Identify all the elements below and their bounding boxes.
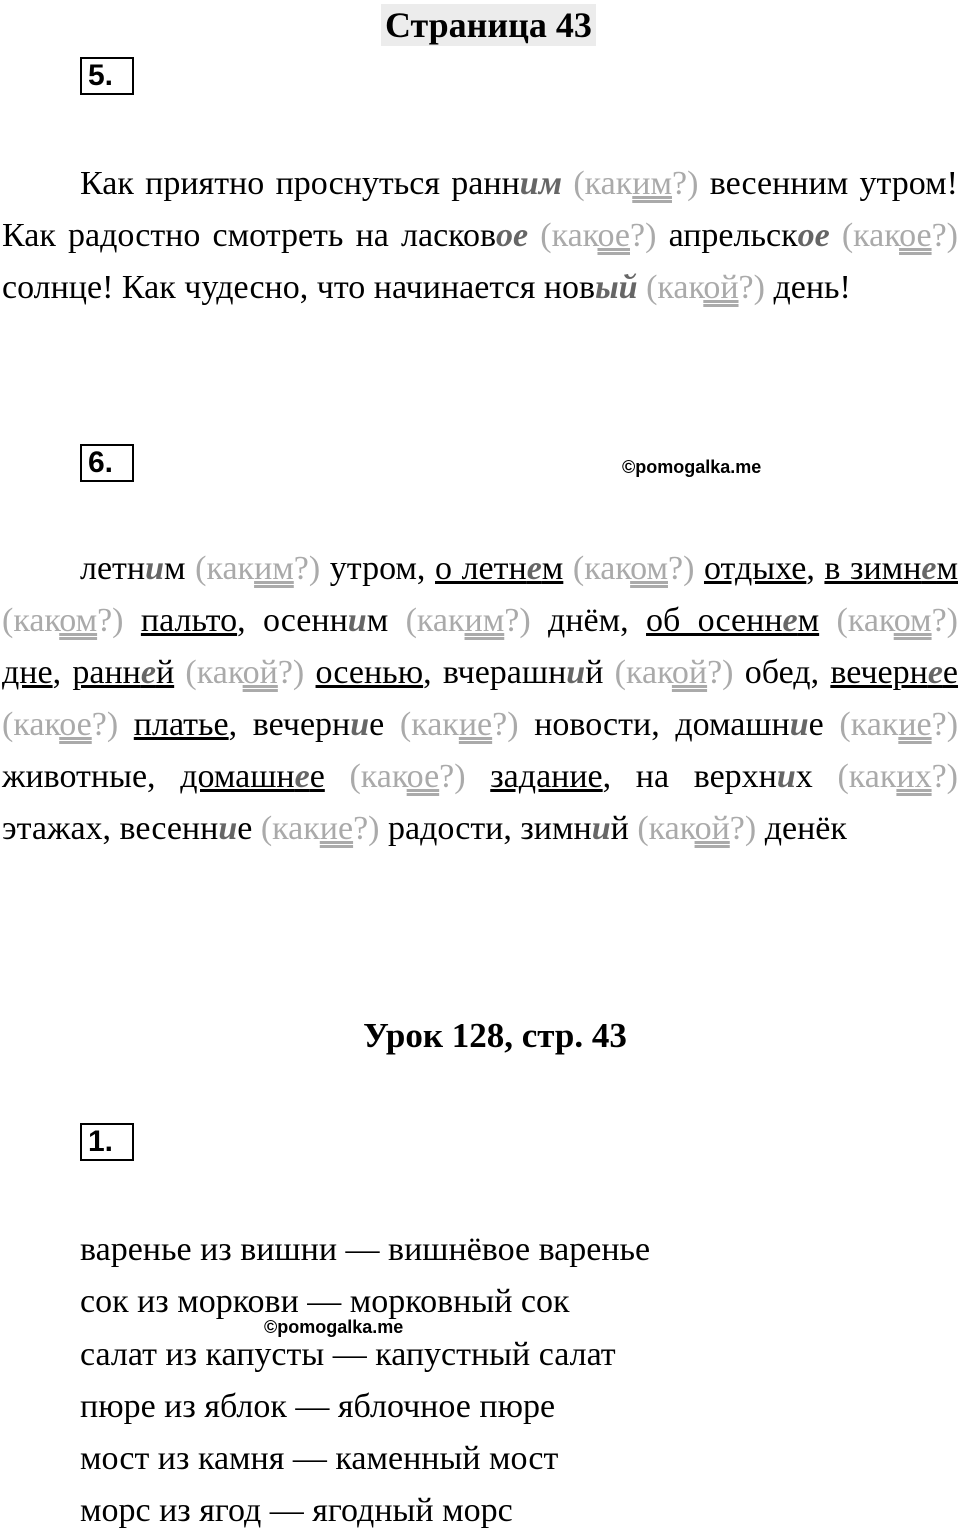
text-fragment: день! (764, 269, 851, 306)
list-item: сок из моркови — морковный сок (80, 1283, 570, 1321)
text-fragment: Как приятно проснуться ранн (80, 165, 520, 202)
text-fragment: апрельск (656, 217, 798, 254)
ending: ый (595, 269, 638, 306)
list-item: пюре из яблок — яблочное пюре (80, 1387, 556, 1425)
list-item: мост из камня — каменный мост (80, 1440, 559, 1478)
task-6-text: летним (каким?) утром, о летнем (каком?) отдыхе, в зимнем (каком?) пальто, осенним (каким?) днём, об осеннем (каком?) дне, ранней (какой?) осенью, вчерашний (какой?) обед, вечернее (какое?) платье, вечерние (какие?) новости, домашние (какие?) животные, домашнее (какое?) задание, на верхних (каких?) этажах, весенние (какие?) радости, зимний (какой?) денёк (2, 550, 959, 847)
list-item: морс из ягод — ягодный морс (80, 1492, 513, 1530)
question: (какое?) (528, 217, 657, 254)
ending: ое (797, 217, 830, 254)
list-item: салат из капусты — капустный салат (80, 1335, 616, 1373)
question: (какой?) (637, 269, 765, 306)
ending: ое (496, 217, 529, 254)
task-5-text (2, 158, 958, 314)
task-6-number: 6. (80, 444, 134, 482)
text-fragment: весенним утром! Как радостно смотреть на ласков (2, 165, 959, 254)
word-pairs-list (80, 1224, 650, 1538)
task-5-number: 5. (80, 57, 134, 95)
task-1-number: 1. (80, 1123, 134, 1161)
ending: им (519, 165, 562, 202)
lesson-title: Урок 128, стр. 43 (363, 1016, 627, 1055)
watermark: ©pomogalka.me (622, 457, 762, 477)
list-item: варенье из вишни — вишнёвое варенье (80, 1231, 651, 1268)
question: (каким?) (562, 165, 699, 202)
text-fragment: солнце! Как чудесно, что начинается нов (2, 269, 596, 306)
page-title: Страница 43 (381, 4, 596, 46)
watermark-bottom: ©pomogalka.me (264, 1317, 404, 1337)
question: (какое?) (829, 217, 958, 254)
